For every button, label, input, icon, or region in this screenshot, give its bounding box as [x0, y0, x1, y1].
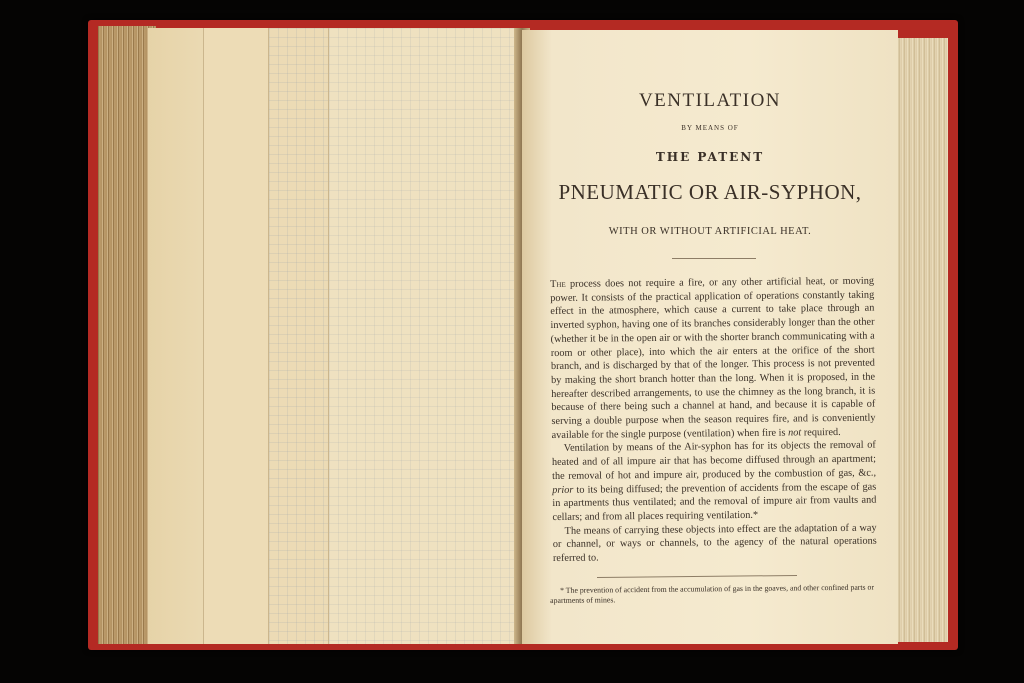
paragraph-3: The means of carrying these objects into effect are the adaptation of a way or channel, or ways or channels, to the agency of the natural operations referred to. — [552, 522, 877, 565]
paragraph-1 — [550, 275, 876, 443]
paragraph-2-italic: prior — [552, 484, 574, 496]
subtitle-with-or-without: WITH OR WITHOUT ARTIFICIAL HEAT. — [608, 226, 812, 237]
folded-sheet-1 — [203, 28, 274, 644]
paragraph-1-text: process does not require a fire, or any other artificial heat, or moving power. It consists of the practical application of operations constantly taking effect in the atmosphere, which cause a current to take place through an inverted syphon, having one of its branches considerably longer than the other (whether it be in the open air or with the shorter branch communicating with a room or other place), into which the air enters at the orifice of the short branch, and is discharged by that of the longer. This process is not prevented by making the short branch hotter than the long. When it is proposed, in the hereafter described arrangements, to use the chimney as the long branch, it is because of there being such a channel at hand, and because it is capable of serving a double purpose when the season requires fire, and is conveniently available for the single purpose (ventilation) when fire is — [550, 275, 876, 441]
paragraph-1-end: required. — [801, 426, 841, 439]
paragraph-2-end: to its being diffused; the prevention of accidents from the escape of gas in apartments thus ventilated; and the removal of impure air from vaults and cellars; and from all places requiring ventilation.* — [552, 481, 877, 523]
main-title: PNEUMATIC OR AIR-SYPHON, — [558, 180, 862, 204]
paragraph-1-italic: not — [788, 427, 802, 439]
right-page-edges — [896, 38, 948, 642]
title-rule — [672, 258, 756, 259]
subtitle-the-patent: THE PATENT — [655, 150, 765, 164]
folded-sheet-2 — [268, 28, 331, 644]
paragraph-1-lead: The — [550, 278, 566, 290]
body-text — [550, 275, 877, 566]
footnote-rule — [597, 575, 797, 578]
title-ventilation: VENTILATION — [638, 90, 782, 111]
paragraph-2-text: Ventilation by means of the Air-syphon has for its objects the removal of heated and of all impure air that has become diffused through an apartment; the removal of hot and impure air, produced by the combustion of gas, &c., — [551, 440, 877, 482]
footnote-text: * The prevention of accident from the accumulation of gas in the goaves, and other confined parts or apartments of mines. — [550, 582, 875, 605]
paragraph-2 — [552, 439, 877, 525]
open-book — [88, 20, 958, 650]
footnote — [550, 583, 874, 606]
folded-sheet-3 — [328, 28, 519, 644]
right-page — [522, 30, 898, 644]
subtitle-by-means-of: BY MEANS OF — [681, 124, 739, 132]
